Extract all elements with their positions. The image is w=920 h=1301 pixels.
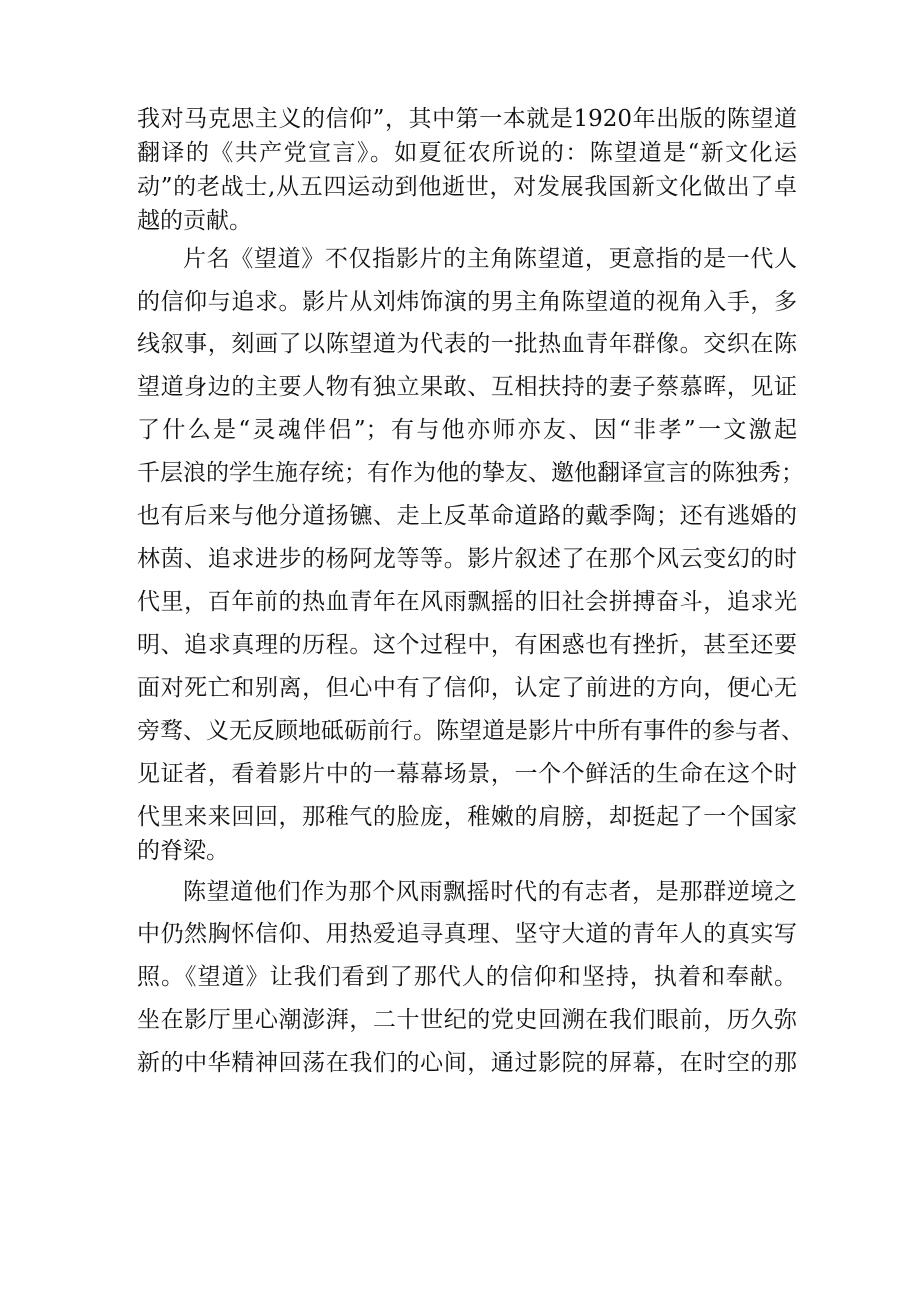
paragraph-1-line-3: 动”的老战士,从五四运动到他逝世，对发展我国新文化做出了卓: [137, 174, 797, 200]
paragraph-2-line-11: 面对死亡和别离，但心中有了信仰，认定了前进的方向，便心无: [137, 675, 797, 701]
paragraph-2-line-7: 也有后来与他分道扬镳、走上反革命道路的戴季陶；还有逃婚的: [137, 503, 797, 529]
paragraph-2-line-6: 千层浪的学生施存统；有作为他的挚友、邀他翻译宣言的陈独秀；: [137, 460, 804, 486]
paragraph-1-line-4: 越的贡献。: [137, 208, 252, 234]
paragraph-2-line-12: 旁骛、义无反顾地砥砺前行。陈望道是影片中所有事件的参与者、: [137, 718, 804, 744]
paragraph-2-line-10: 明、追求真理的历程。这个过程中，有困惑也有挫折，甚至还要: [137, 632, 797, 658]
paragraph-3-line-3: 照。《望道》让我们看到了那代人的信仰和坚持，执着和奉献。: [137, 964, 797, 990]
paragraph-2-line-9: 代里，百年前的热血青年在风雨飘摇的旧社会拼搏奋斗，追求光: [137, 589, 797, 615]
paragraph-1-line-2: 翻译的《共产党宣言》。如夏征农所说的：陈望道是“新文化运: [137, 140, 797, 166]
paragraph-2-line-2: 的信仰与追求。影片从刘炜饰演的男主角陈望道的视角入手，多: [137, 289, 797, 315]
paragraph-3-line-2: 中仍然胸怀信仰、用热爱追寻真理、坚守大道的青年人的真实写: [137, 921, 797, 947]
paragraph-2-line-5: 了什么是“灵魂伴侣”；有与他亦师亦友、因“非孝”一文激起: [137, 417, 797, 443]
paragraph-2-line-3: 线叙事，刻画了以陈望道为代表的一批热血青年群像。交织在陈: [137, 331, 797, 357]
paragraph-2-line-1: 片名《望道》不仅指影片的主角陈望道，更意指的是一代人: [183, 246, 797, 272]
paragraph-3-line-5: 新的中华精神回荡在我们的心间，通过影院的屏幕，在时空的那: [137, 1050, 797, 1076]
paragraph-2-line-8: 林茵、追求进步的杨阿龙等等。影片叙述了在那个风云变幻的时: [137, 546, 797, 572]
paragraph-3-line-1: 陈望道他们作为那个风雨飘摇时代的有志者，是那群逆境之: [183, 879, 797, 905]
paragraph-1-line-1: 我对马克思主义的信仰”，其中第一本就是1920年出版的陈望道: [137, 106, 797, 132]
paragraph-3-line-4: 坐在影厅里心潮澎湃，二十世纪的党史回溯在我们眼前，历久弥: [137, 1007, 797, 1033]
paragraph-2-line-15: 的脊梁。: [137, 838, 229, 864]
paragraph-2-line-14: 代里来来回回，那稚气的脸庞，稚嫩的肩膀，却挺起了一个国家: [137, 804, 797, 830]
paragraph-2-line-13: 见证者，看着影片中的一幕幕场景，一个个鲜活的生命在这个时: [137, 761, 797, 787]
paragraph-2-line-4: 望道身边的主要人物有独立果敢、互相扶持的妻子蔡慕晖，见证: [137, 374, 797, 400]
